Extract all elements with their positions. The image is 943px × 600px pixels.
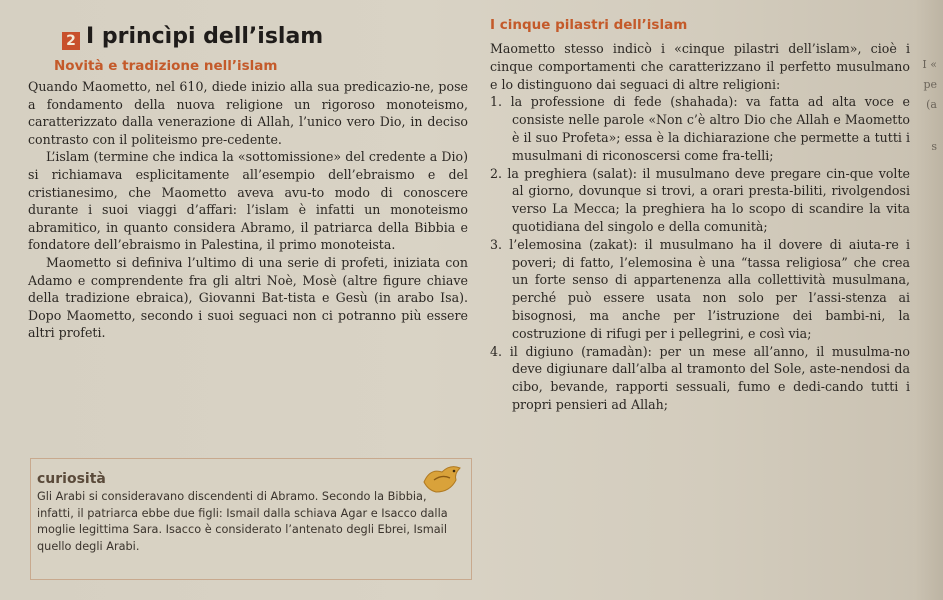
paragraph: Quando Maometto, nel 610, diede inizio alla sua predicazio-ne, pose a fondamento della nuova religione un rigoroso monoteismo, caratterizzato dalla venerazione di Allah, l’unico vero Dio, in deciso contrasto con il politeismo pre-cedente. (28, 79, 468, 147)
curiosita-box (30, 458, 472, 580)
edge-fragment: (a (926, 98, 937, 111)
pillar-item (490, 93, 910, 164)
paragraph: Maometto si definiva l’ultimo di una serie di profeti, iniziata con Adamo e comprendente fra gli altri Noè, Mosè (altre figure chiave della tradizione ebraica), Giovanni Bat-tista e Gesù (in arabo Isa). Dopo Maometto, secondo i suoi seguaci non ci potranno più essere altri profeti. (28, 254, 468, 341)
pillar-item (490, 236, 910, 343)
pillar-number: 2. (490, 165, 503, 181)
right-subheading: I cinque pilastri dell’islam (490, 17, 688, 33)
pillar-text: il digiuno (ramadàn): per un mese all’anno, il musulma-no deve digiunare dall’alba al tramonto del Sole, aste-nendosi da cibo, bevande, rapporti sessuali, fumo e dedi-cando tutti i propri pensieri ad Allah; (509, 343, 910, 412)
section-number-badge: 2 (62, 32, 80, 50)
paragraph: L’islam (termine che indica la «sottomissione» del credente a Dio) si richiamava esplicitamente all’esempio dell’ebraismo e del cristianesimo, che Maometto aveva avu-to modo di conoscere durante i suoi viaggi d’affari: l’islam è infatti un monoteismo abramitico, in quanto considera Abramo, il patriarca della Bibbia e fondatore dell’ebraismo in Palestina, il primo monoteista. (28, 149, 468, 253)
pillar-number: 3. (490, 236, 503, 252)
pillar-text: la preghiera (salat): il musulmano deve pregare cin-que volte al giorno, dovunque si trovi, a orari presta-biliti, rivolgendosi verso La Mecca; la preghiera ha lo scopo di scandire la vita quotidiana del singolo e della comunità; (507, 165, 910, 234)
page-title: I princìpi dell’islam (86, 24, 324, 49)
edge-fragment: s (931, 140, 937, 153)
pillars-intro: Maometto stesso indicò i «cinque pilastri dell’islam», cioè i cinque comportamenti che caratterizzano il perfetto musulmano e lo distinguono dai seguaci di altre religioni: (490, 41, 910, 92)
pillar-item (490, 343, 910, 414)
pillar-number: 1. (490, 94, 503, 110)
edge-fragment: pe (923, 78, 937, 91)
curiosita-text: Gli Arabi si consideravano discendenti di Abramo. Secondo la Bibbia, infatti, il patriarca ebbe due figli: Ismail dalla schiava Agar e Isacco dalla moglie legittima Sara. Isacco è considerato l’antenato degli Ebrei, Ismail quello degli Arabi. (37, 490, 448, 553)
pillar-text: l’elemosina (zakat): il musulmano ha il dovere di aiuta-re i poveri; di fatto, l’elemosina è una “tassa religiosa” che crea un forte senso di appartenenza alla collettività musulmana, perché può essere usata non solo per l’assi-stenza ai bisognosi, ma anche per l’istruzione dei bambi-ni, la costruzione di rifugi per i pellegrini, e così via; (509, 236, 910, 341)
right-column (490, 40, 910, 414)
pillar-item (490, 165, 910, 236)
left-column (28, 78, 468, 342)
bird-icon (420, 462, 464, 498)
pillar-number: 4. (490, 343, 503, 359)
pillar-text: la professione di fede (shahada): va fatta ad alta voce e consiste nelle parole «Non c’è altro Dio che Allah e Maometto è il suo Profeta»; essa è la dichiarazione che permette a tutti i musulmani di riconoscersi come fra-telli; (510, 94, 910, 163)
left-subheading: Novità e tradizione nell’islam (54, 58, 278, 74)
curiosita-title: curiosità (37, 471, 106, 487)
edge-fragment: I « (922, 58, 937, 71)
